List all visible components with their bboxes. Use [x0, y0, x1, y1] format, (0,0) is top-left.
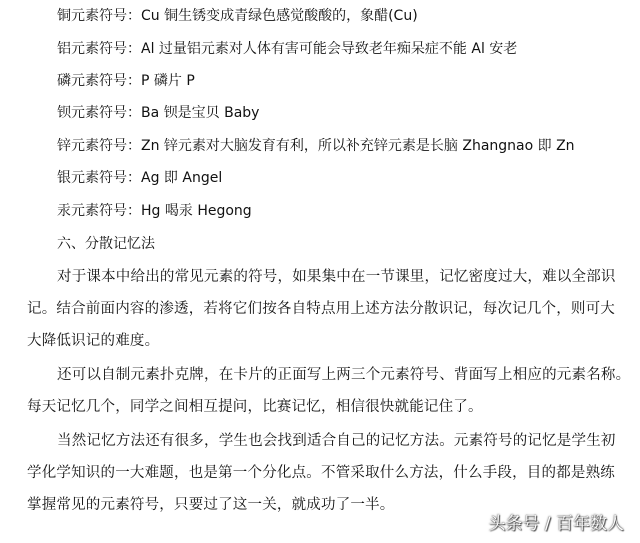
- silver-symbol-line: 银元素符号：Ag 即 Angel: [57, 170, 223, 186]
- mercury-symbol-line: 汞元素符号：Hg 喝汞 Hegong: [57, 203, 252, 219]
- paragraph-2-line-1: 还可以自制元素扑克牌，在卡片的正面写上两三个元素符号、背面写上相应的元素名称。: [57, 367, 631, 383]
- source-watermark: 头条号 / 百年数人: [488, 514, 624, 534]
- zinc-symbol-line: 锌元素符号：Zn 锌元素对大脑发育有利，所以补充锌元素是长脑 Zhangnao 即 Zn: [57, 138, 575, 154]
- paragraph-3-line-3: 掌握常见的元素符号，只要过了这一关，就成功了一半。: [27, 497, 395, 513]
- paragraph-1-line-3: 大降低识记的难度。: [27, 333, 160, 349]
- copper-symbol-line: 铜元素符号：Cu 铜生锈变成青绿色感觉酸酸的，象醋(Cu): [57, 8, 418, 24]
- barium-symbol-line: 钡元素符号：Ba 钡是宝贝 Baby: [57, 105, 260, 121]
- phosphorus-symbol-line: 磷元素符号：P 磷片 P: [57, 73, 195, 89]
- paragraph-2-line-2: 每天记忆几个，同学之间相互提问，比赛记忆，相信很快就能记住了。: [27, 399, 483, 415]
- aluminum-symbol-line: 铝元素符号：Al 过量铝元素对人体有害可能会导致老年痴呆症不能 Al 安老: [57, 41, 518, 57]
- paragraph-3-line-2: 学化学知识的一大难题，也是第一个分化点。不管采取什么方法，什么手段，目的都是熟练: [27, 465, 615, 481]
- paragraph-3-line-1: 当然记忆方法还有很多，学生也会找到适合自己的记忆方法。元素符号的记忆是学生初: [57, 433, 616, 449]
- paragraph-1-line-1: 对于课本中给出的常见元素的符号，如果集中在一节课里，记忆密度过大，难以全部识: [57, 269, 616, 285]
- paragraph-1-line-2: 记。结合前面内容的渗透，若将它们按各自特点用上述方法分散识记，每次记几个，则可大: [27, 301, 615, 317]
- section-heading: 六、分散记忆法: [57, 236, 155, 252]
